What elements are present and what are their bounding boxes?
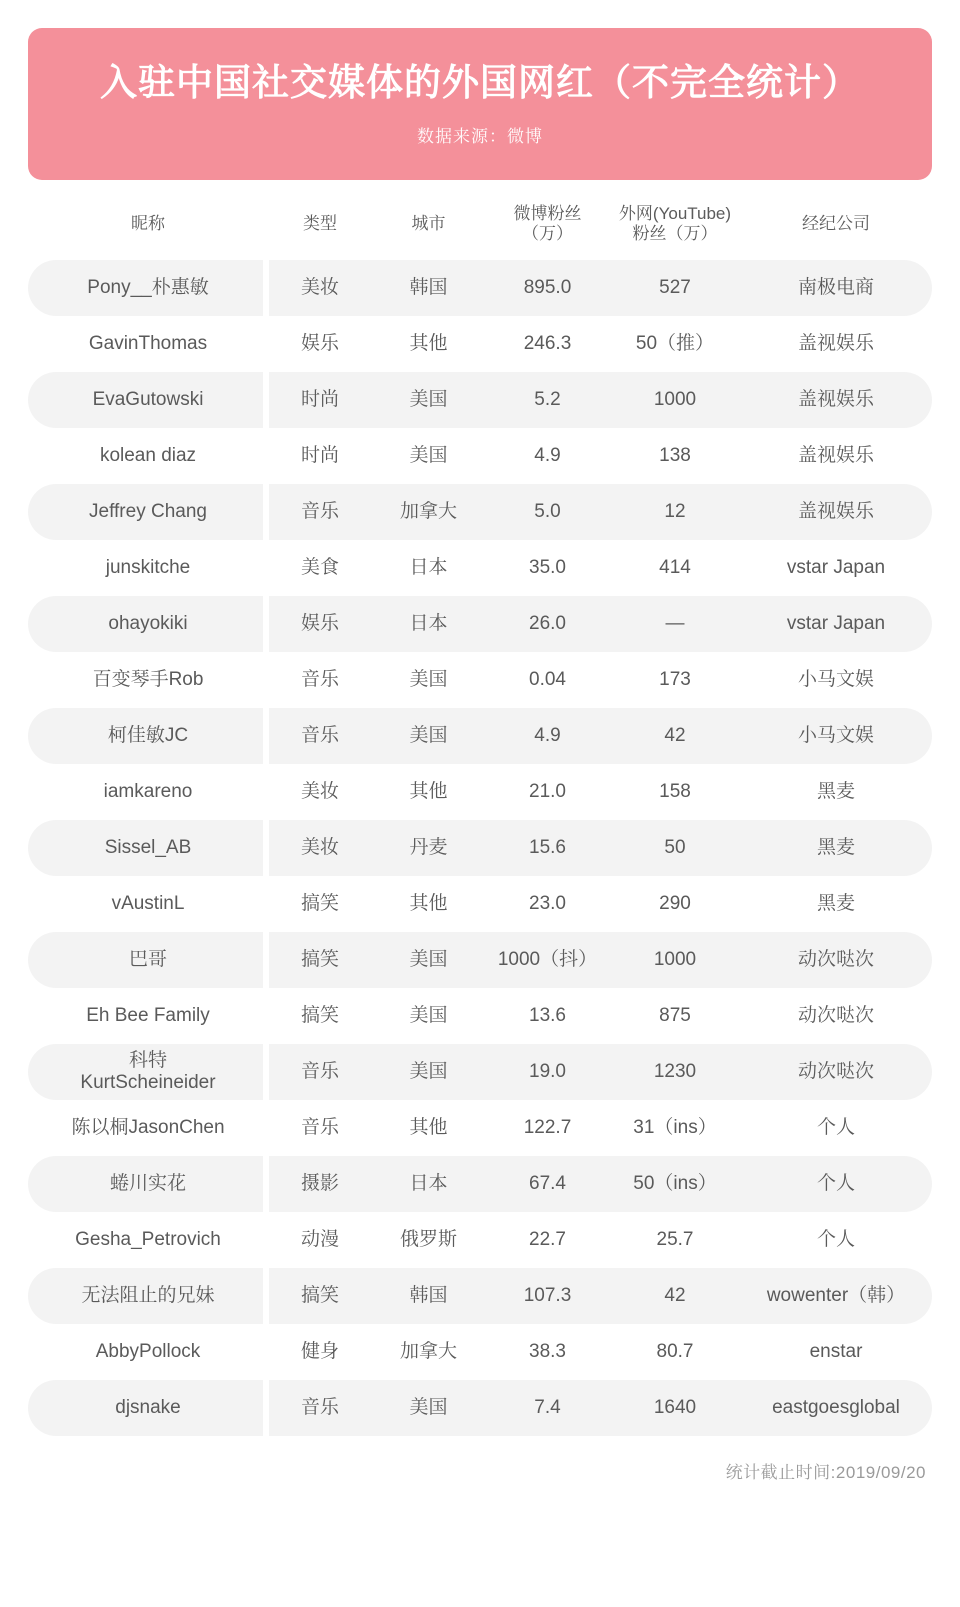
cell-weibo-fans: 15.6 bbox=[485, 820, 610, 876]
cell-type: 搞笑 bbox=[268, 932, 372, 988]
cell-overseas-fans: 158 bbox=[659, 781, 691, 803]
cell-overseas-fans: 1230 bbox=[610, 1044, 740, 1100]
cell-agency: 个人 bbox=[740, 1156, 932, 1212]
cell-city: 韩国 bbox=[372, 260, 485, 316]
cell-nickname: EvaGutowski bbox=[28, 372, 268, 428]
cell-city: 日本 bbox=[409, 557, 448, 579]
cell-nickname: 柯佳敏JC bbox=[28, 708, 268, 764]
cell-agency: 黑麦 bbox=[816, 893, 855, 915]
cell-city: 加拿大 bbox=[372, 484, 485, 540]
cell-nickname: Sissel_AB bbox=[28, 820, 268, 876]
cell-nickname: AbbyPollock bbox=[95, 1341, 201, 1363]
cell-nickname: kolean diaz bbox=[99, 445, 197, 467]
cell-nickname: 蜷川实花 bbox=[28, 1156, 268, 1212]
cell-city: 日本 bbox=[372, 596, 485, 652]
cell-weibo-fans: 4.9 bbox=[485, 708, 610, 764]
cell-nickname: Gesha_Petrovich bbox=[75, 1229, 221, 1251]
cell-nickname: djsnake bbox=[28, 1380, 268, 1436]
influencer-table bbox=[28, 186, 932, 1436]
cell-city: 美国 bbox=[372, 932, 485, 988]
cell-nickname: 百变琴手Rob bbox=[92, 669, 204, 691]
cell-weibo-fans: 5.2 bbox=[485, 372, 610, 428]
table-row bbox=[28, 764, 932, 820]
cell-overseas-fans: 173 bbox=[659, 669, 691, 691]
cell-weibo-fans: 122.7 bbox=[523, 1117, 572, 1139]
table-body bbox=[28, 260, 932, 1436]
cell-nickname: GavinThomas bbox=[88, 333, 208, 355]
cell-type: 搞笑 bbox=[300, 893, 339, 915]
column-header-overseas-fans bbox=[610, 186, 740, 260]
cell-agency: wowenter（韩） bbox=[740, 1268, 932, 1324]
cell-nickname: junskitche bbox=[105, 557, 191, 579]
cell-agency: 黑麦 bbox=[816, 781, 855, 803]
cell-overseas-fans: 290 bbox=[659, 893, 691, 915]
cell-weibo-fans: 107.3 bbox=[485, 1268, 610, 1324]
cell-agency: vstar Japan bbox=[786, 557, 886, 579]
cell-type: 摄影 bbox=[268, 1156, 372, 1212]
cell-agency: 盖视娱乐 bbox=[740, 372, 932, 428]
cell-overseas-fans: 12 bbox=[610, 484, 740, 540]
cell-nickname: Jeffrey Chang bbox=[28, 484, 268, 540]
cell-weibo-fans: 5.0 bbox=[485, 484, 610, 540]
cell-nickname-line: 科特 bbox=[128, 1049, 167, 1071]
cell-type: 音乐 bbox=[300, 669, 339, 691]
table-row bbox=[28, 1156, 932, 1212]
cell-type: 美食 bbox=[300, 557, 339, 579]
cell-type: 娱乐 bbox=[268, 596, 372, 652]
cell-weibo-fans: 13.6 bbox=[529, 1005, 566, 1027]
cell-city: 美国 bbox=[409, 445, 448, 467]
table-row bbox=[28, 372, 932, 428]
table-row bbox=[28, 932, 932, 988]
table-row bbox=[28, 596, 932, 652]
table-row bbox=[28, 820, 932, 876]
cell-agency: 动次哒次 bbox=[740, 1044, 932, 1100]
cell-nickname: 无法阻止的兄妹 bbox=[28, 1268, 268, 1324]
cell-weibo-fans: 7.4 bbox=[485, 1380, 610, 1436]
cell-nickname bbox=[28, 1044, 268, 1100]
header-banner bbox=[28, 28, 932, 180]
cell-city: 美国 bbox=[409, 1005, 448, 1027]
table-row bbox=[28, 428, 932, 484]
cell-agency: 动次哒次 bbox=[740, 932, 932, 988]
cell-overseas-fans: — bbox=[610, 596, 740, 652]
cell-city: 其他 bbox=[409, 781, 448, 803]
table-row bbox=[28, 1268, 932, 1324]
table-row bbox=[28, 876, 932, 932]
cell-weibo-fans: 35.0 bbox=[529, 557, 566, 579]
cell-overseas-fans: 42 bbox=[610, 1268, 740, 1324]
cell-weibo-fans: 19.0 bbox=[485, 1044, 610, 1100]
cell-city: 韩国 bbox=[372, 1268, 485, 1324]
cell-agency: 黑麦 bbox=[740, 820, 932, 876]
cell-nickname: Eh Bee Family bbox=[86, 1005, 210, 1027]
cell-agency: enstar bbox=[809, 1341, 863, 1363]
cell-type: 音乐 bbox=[268, 484, 372, 540]
cell-agency: 小马文娱 bbox=[797, 669, 874, 691]
cell-weibo-fans: 23.0 bbox=[529, 893, 566, 915]
cell-type: 音乐 bbox=[268, 1380, 372, 1436]
table-header-row bbox=[28, 186, 932, 260]
table-row bbox=[28, 1380, 932, 1436]
cell-overseas-fans: 1000 bbox=[610, 932, 740, 988]
cell-weibo-fans: 895.0 bbox=[485, 260, 610, 316]
cell-overseas-fans: 42 bbox=[610, 708, 740, 764]
cell-nickname: 陈以桐JasonChen bbox=[71, 1117, 225, 1139]
cell-city: 其他 bbox=[409, 893, 448, 915]
column-header-agency: 经纪公司 bbox=[802, 213, 870, 233]
column-header-city: 城市 bbox=[411, 213, 446, 233]
cell-nickname: 巴哥 bbox=[28, 932, 268, 988]
cell-nickname-line: KurtScheineider bbox=[80, 1072, 216, 1094]
cell-type: 时尚 bbox=[268, 372, 372, 428]
cell-agency: 盖视娱乐 bbox=[797, 333, 874, 355]
table-row bbox=[28, 652, 932, 708]
cell-overseas-fans: 31（ins） bbox=[633, 1117, 717, 1139]
cell-nickname: vAustinL bbox=[111, 893, 185, 915]
column-header-weibo-fans bbox=[485, 186, 610, 260]
cell-nickname: iamkareno bbox=[103, 781, 193, 803]
footer-note: 统计截止时间:2019/09/20 bbox=[725, 1463, 926, 1483]
data-source-label: 数据来源：微博 bbox=[417, 126, 543, 146]
table-row bbox=[28, 988, 932, 1044]
cell-overseas-fans: 1640 bbox=[610, 1380, 740, 1436]
table-row bbox=[28, 316, 932, 372]
table-row bbox=[28, 1044, 932, 1100]
table-row bbox=[28, 708, 932, 764]
cell-type: 音乐 bbox=[268, 1044, 372, 1100]
table-row bbox=[28, 484, 932, 540]
column-header-overseas-line1: 外网(YouTube) bbox=[618, 204, 732, 223]
cell-nickname: ohayokiki bbox=[28, 596, 268, 652]
cell-agency: 盖视娱乐 bbox=[740, 484, 932, 540]
cell-weibo-fans: 21.0 bbox=[529, 781, 566, 803]
cell-type: 时尚 bbox=[300, 445, 339, 467]
cell-overseas-fans: 1000 bbox=[610, 372, 740, 428]
cell-type: 音乐 bbox=[268, 708, 372, 764]
cell-city: 其他 bbox=[409, 1117, 448, 1139]
infographic-page bbox=[0, 28, 960, 1607]
cell-overseas-fans: 50 bbox=[610, 820, 740, 876]
column-header-type: 类型 bbox=[303, 213, 337, 233]
cell-weibo-fans: 26.0 bbox=[485, 596, 610, 652]
cell-weibo-fans: 22.7 bbox=[529, 1229, 566, 1251]
table-row bbox=[28, 540, 932, 596]
cell-agency: 盖视娱乐 bbox=[797, 445, 874, 467]
table-row bbox=[28, 1212, 932, 1268]
cell-agency: 小马文娱 bbox=[740, 708, 932, 764]
cell-type: 娱乐 bbox=[300, 333, 339, 355]
cell-city: 美国 bbox=[372, 708, 485, 764]
cell-city: 美国 bbox=[372, 1380, 485, 1436]
cell-weibo-fans: 0.04 bbox=[529, 669, 566, 691]
cell-overseas-fans: 138 bbox=[659, 445, 691, 467]
page-title: 入驻中国社交媒体的外国网红（不完全统计） bbox=[100, 62, 860, 104]
cell-overseas-fans: 527 bbox=[610, 260, 740, 316]
column-header-overseas-line2: 粉丝（万） bbox=[632, 224, 718, 244]
cell-type: 动漫 bbox=[300, 1229, 339, 1251]
table-row bbox=[28, 1100, 932, 1156]
cell-type: 音乐 bbox=[300, 1117, 339, 1139]
cell-city: 美国 bbox=[409, 669, 448, 691]
cell-weibo-fans: 4.9 bbox=[534, 445, 561, 467]
cell-overseas-fans: 875 bbox=[659, 1005, 691, 1027]
cell-city: 日本 bbox=[372, 1156, 485, 1212]
cell-agency: 动次哒次 bbox=[797, 1005, 874, 1027]
cell-overseas-fans: 50（ins） bbox=[610, 1156, 740, 1212]
table-header bbox=[28, 186, 932, 260]
cell-city: 丹麦 bbox=[372, 820, 485, 876]
cell-type: 搞笑 bbox=[268, 1268, 372, 1324]
cell-weibo-fans: 67.4 bbox=[485, 1156, 610, 1212]
cell-agency: 个人 bbox=[816, 1229, 855, 1251]
cell-overseas-fans: 80.7 bbox=[656, 1341, 694, 1363]
cell-nickname: Pony__朴惠敏 bbox=[28, 260, 268, 316]
table-row bbox=[28, 260, 932, 316]
cell-agency: vstar Japan bbox=[740, 596, 932, 652]
cell-overseas-fans: 414 bbox=[659, 557, 691, 579]
cell-agency: eastgoesglobal bbox=[740, 1380, 932, 1436]
cell-weibo-fans: 38.3 bbox=[529, 1341, 566, 1363]
data-table-container bbox=[28, 186, 932, 1436]
cell-city: 其他 bbox=[409, 333, 448, 355]
cell-weibo-fans: 246.3 bbox=[523, 333, 572, 355]
cell-agency: 南极电商 bbox=[740, 260, 932, 316]
cell-overseas-fans: 50（推） bbox=[635, 333, 715, 355]
cell-overseas-fans: 25.7 bbox=[656, 1229, 694, 1251]
cell-city: 美国 bbox=[372, 1044, 485, 1100]
cell-city: 美国 bbox=[372, 372, 485, 428]
cell-weibo-fans: 1000（抖） bbox=[485, 932, 610, 988]
cell-agency: 个人 bbox=[816, 1117, 855, 1139]
column-header-name: 昵称 bbox=[131, 213, 165, 233]
column-header-weibo-line1: 微博粉丝 bbox=[513, 204, 582, 223]
cell-type: 健身 bbox=[300, 1341, 339, 1363]
column-header-weibo-line2: （万） bbox=[522, 224, 573, 244]
cell-type: 美妆 bbox=[300, 781, 339, 803]
cell-type: 搞笑 bbox=[300, 1005, 339, 1027]
cell-type: 美妆 bbox=[268, 820, 372, 876]
cell-city: 俄罗斯 bbox=[399, 1229, 457, 1251]
cell-city: 加拿大 bbox=[399, 1341, 457, 1363]
cell-type: 美妆 bbox=[268, 260, 372, 316]
table-row bbox=[28, 1324, 932, 1380]
